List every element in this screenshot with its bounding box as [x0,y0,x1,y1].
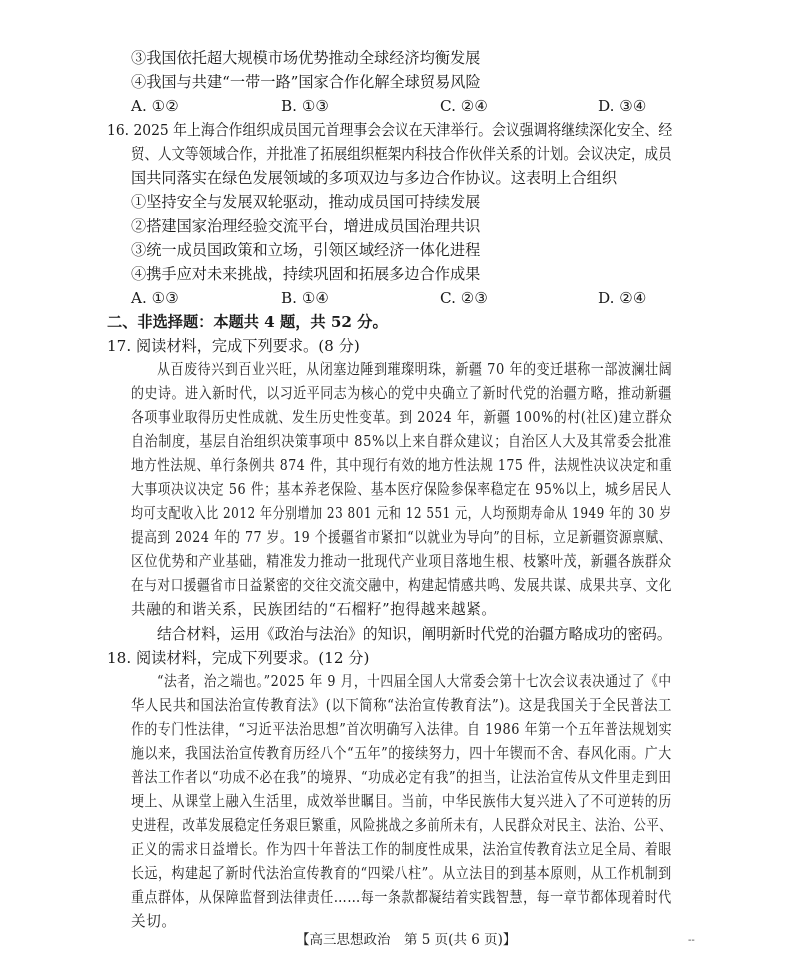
q17-material-line: 大事项决议决定 56 件；基本养老保险、基本医疗保险参保率稳定在 95%以上，城乡居民人 [131,481,672,498]
q16-option-c: C. ②③ [440,289,488,307]
q17-task: 结合材料，运用《政治与法治》的知识，阐明新时代党的治疆方略成功的密码。 [157,625,672,643]
q16-stem-line: 16. 2025 年上海合作组织成员国元首理事会会议在天津举行。会议强调将继续深化安全、经 [107,121,673,139]
q16-option-b: B. ①④ [281,289,330,307]
q17-material-line: 提高到 2024 年的 77 岁。19 个援疆省市紧扣“以就业为导向”的目标，立足新疆资源禀赋、 [131,529,672,546]
q18-material-line: 重点群体，从保障监督到法律责任……每一条款都凝结着实践智慧，每一章节都体现着时代 [131,889,672,906]
q18-material-line: 华人民共和国法治宣传教育法》(以下简称“法治宣传教育法”)。这是我国关于全民普法工 [131,697,672,714]
q15-option-c: C. ②④ [440,97,488,115]
q17-material-line: 自治制度，基层自治组织决策事项中 85%以上来自群众建议；自治区人大及其常委会批准 [131,433,672,450]
q17-material-line: 在与对口援疆省市日益紧密的交往交流交融中，构建起情感共鸣、发展共谋、成果共享、文化 [131,577,672,594]
q18-material-line: 埂上、从课堂上融入生活里，成效举世瞩目。当前，中华民族伟大复兴进入了不可逆转的历 [131,793,672,810]
q18-material-line: 正义的需求日益增长。作为四十年普法工作的制度性成果，法治宣传教育法立足全局、着眼 [131,841,672,858]
q17-material-line: 地方性法规、单行条例共 874 件，其中现行有效的地方性法规 175 件，法规性决议决定和重 [131,457,673,474]
q17-heading: 17. 阅读材料，完成下列要求。(8 分) [107,337,360,355]
q18-heading: 18. 阅读材料，完成下列要求。(12 分) [107,649,370,667]
q17-material-line: 从百废待兴到百业兴旺，从闭塞边陲到璀璨明珠，新疆 70 年的变迁堪称一部波澜壮阔 [157,361,673,378]
section-heading: 二、非选择题：本题共 4 题，共 52 分。 [107,313,388,331]
q16-stem-line: 贸、人文等领域合作，并批准了拓展组织框架内科技合作伙伴关系的计划。会议决定，成员 [131,145,672,163]
q18-material-line: 关切。 [131,913,177,930]
q16-item-4: ④携手应对未来挑战，持续巩固和拓展多边合作成果 [131,265,481,283]
q16-item-1: ①坚持安全与发展双轮驱动，推动成员国可持续发展 [131,193,481,211]
q17-material-line: 均可支配收入比 2012 年分别增加 23 801 元和 12 551 元，人均预期寿命从 1949 年的 30 岁 [131,505,672,522]
q17-material-line: 区位优势和产业基础，精准发力推动一批现代产业项目落地生根、枝繁叶茂，新疆各族群众 [131,553,672,570]
q16-stem-line: 国共同落实在绿色发展领域的多项双边与多边合作协议。这表明上合组织 [131,169,617,187]
q17-material-line: 的史诗。进入新时代，以习近平同志为核心的党中央确立了新时代党的治疆方略，推动新疆 [131,385,672,402]
q17-material-line: 各项事业取得历史性成就、发生历史性变革。到 2024 年，新疆 100%的村(社区)建立群众 [131,409,673,426]
q18-material-line: 史进程，改革发展稳定任务艰巨繁重，风险挑战之多前所未有，人民群众对民主、法治、公平、 [131,817,673,834]
q15-item-4: ④我国与共建“一带一路”国家合作化解全球贸易风险 [131,73,481,91]
q18-material-line: 施以来，我国法治宣传教育历经八个“五年”的接续努力，四十年锲而不舍、春风化雨。广大 [131,745,672,762]
q18-material-line: 作的专门性法律，“习近平法治思想”首次明确写入法律。自 1986 年第一个五年普法规划实 [131,721,673,738]
q15-item-3: ③我国依托超大规模市场优势推动全球经济均衡发展 [131,49,481,67]
page-footer: 【高三思想政治 第 5 页(共 6 页)】 [296,932,517,948]
q15-option-b: B. ①③ [281,97,330,115]
q16-item-2: ②搭建国家治理经验交流平台，增进成员国治理共识 [131,217,481,235]
q18-material-line: 长远，构建起了新时代法治宣传教育的“四梁八柱”。从立法目的到基本原则，从工作机制到 [131,865,672,882]
q15-option-a: A. ①② [131,97,179,115]
footer-mark: -- [688,935,695,946]
q18-material-line: “法者，治之端也。”2025 年 9 月，十四届全国人大常委会第十七次会议表决通过了《中 [157,673,672,690]
q16-item-3: ③统一成员国政策和立场，引领区域经济一体化进程 [131,241,481,259]
q15-option-d: D. ③④ [598,97,647,115]
q18-material-line: 普法工作者以“功成不必在我”的境界、“功成必定有我”的担当，让法治宣传从文件里走到田 [131,769,672,786]
q17-material-line: 共融的和谐关系，民族团结的“石榴籽”抱得越来越紧。 [131,601,497,618]
q16-option-a: A. ①③ [131,289,179,307]
q16-option-d: D. ②④ [598,289,647,307]
